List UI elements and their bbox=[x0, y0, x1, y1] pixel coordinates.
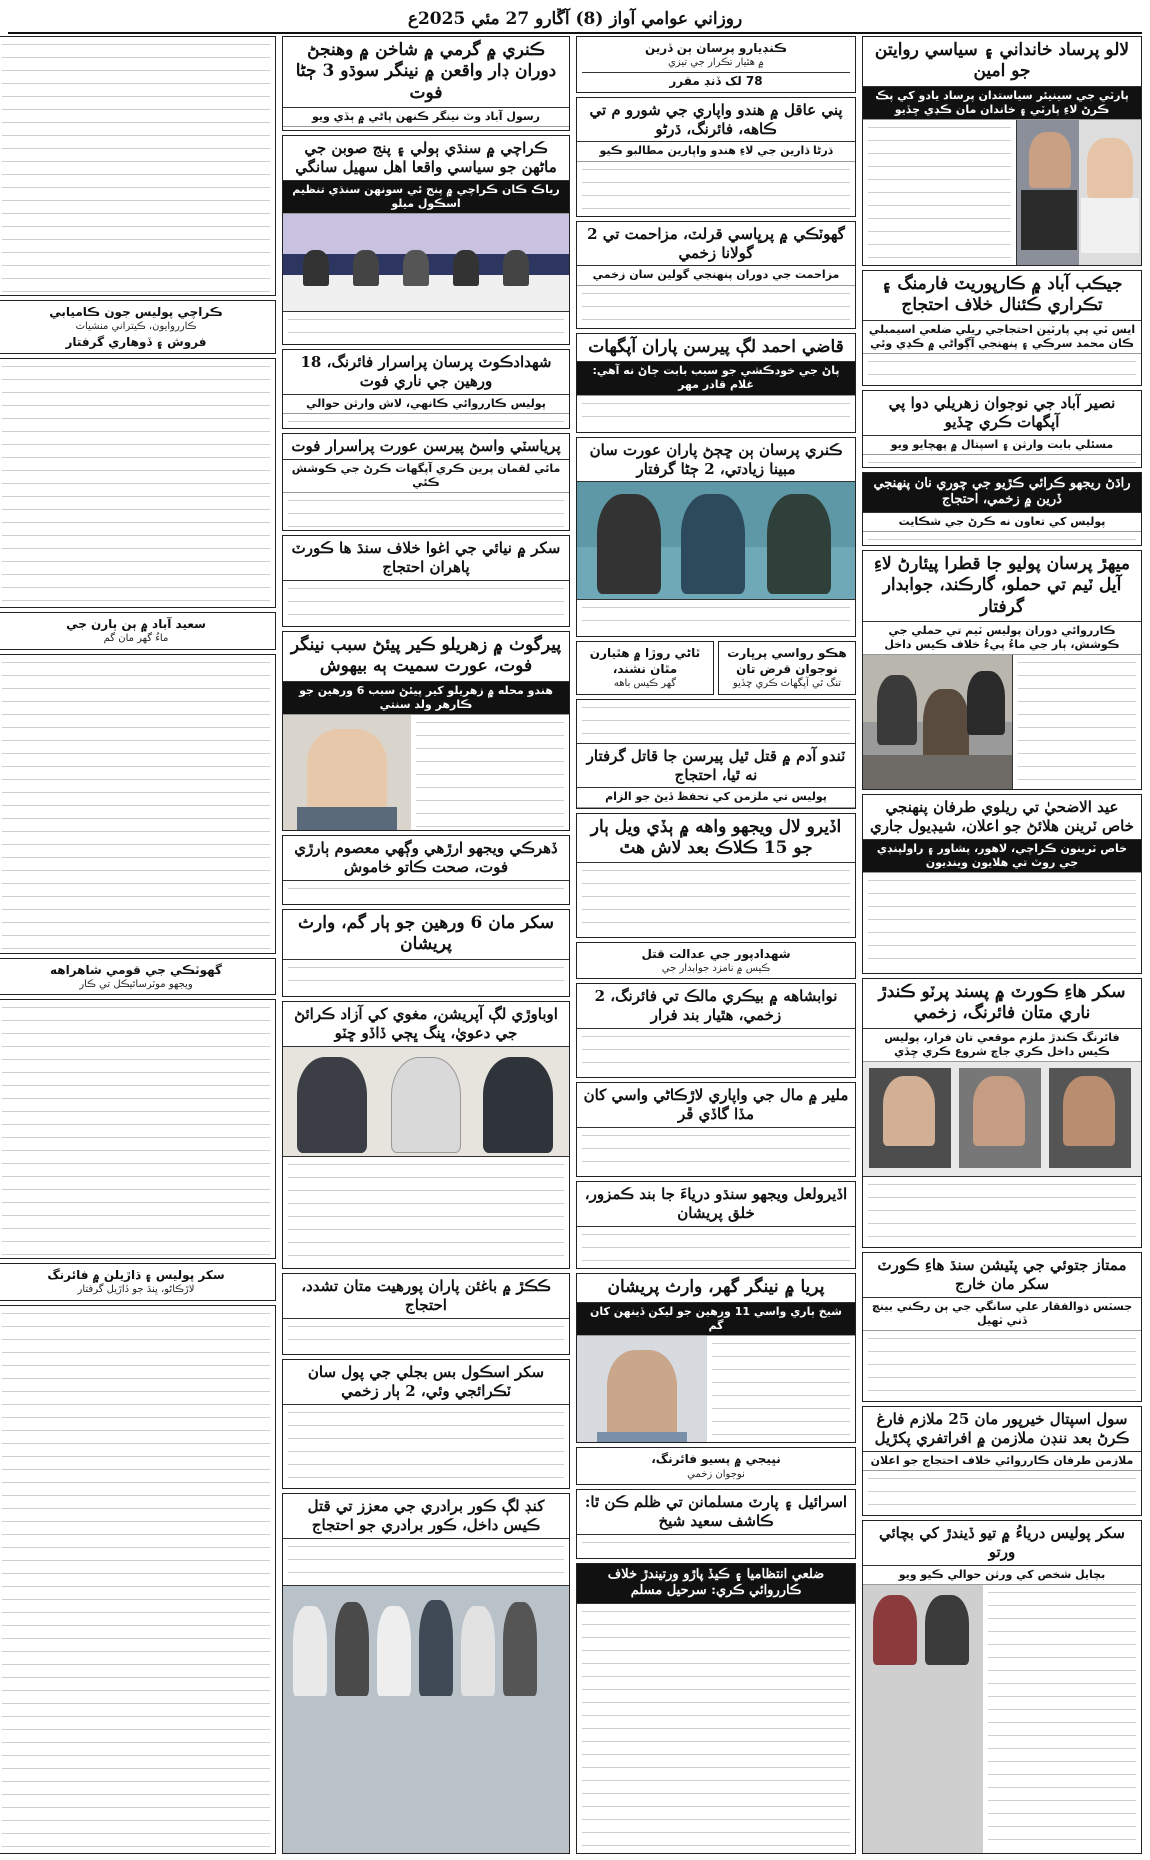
story-sukkur-missing-child bbox=[282, 909, 570, 997]
photo-arrested bbox=[577, 482, 855, 600]
photo-rescue bbox=[863, 1585, 983, 1853]
story-body bbox=[577, 396, 855, 432]
story-qazi-ahmed bbox=[576, 333, 856, 433]
story-body bbox=[863, 532, 1141, 545]
photo-missing-boy bbox=[577, 1336, 707, 1442]
brief-title: سکر پوليس ۽ ڌاڙيلن ۾ فائرنگ bbox=[47, 1268, 225, 1283]
story-body bbox=[863, 873, 1141, 973]
story-body bbox=[0, 655, 275, 953]
brief-title: نڀيجي ۾ پسيو فائرنگ، bbox=[651, 1452, 781, 1467]
subheadline: ڪارروائي دوران پوليس ٽيم تي حملي جي ڪوشش، ٻار جي ماءُ پيءُ خلاف ڪيس داخل bbox=[863, 622, 1141, 656]
story-body bbox=[863, 354, 1141, 385]
masthead bbox=[8, 6, 1142, 34]
headline: پني عاقل ۾ هندو واپاري جي شورو م تي ڪاهه، فائرنگ، ڌرڻو bbox=[577, 98, 855, 143]
subheadline: ڌرڻا ڌارين جي لاءِ هندو واپارين مطالبو ڪيو bbox=[577, 142, 855, 161]
story-jacobabad-protest bbox=[862, 270, 1142, 386]
subheadline: رياڪ ڪان ڪراچي ۾ پنج ئي سونهن سنڌي تنظيم اسڪول ميلو bbox=[283, 181, 569, 215]
story-col4-top bbox=[0, 36, 276, 296]
headline: قاضي احمد لڳ پيرسن پاران آپگهات bbox=[577, 334, 855, 362]
subheadline: مسئلي بابت وارثن ۽ اسپتال ۾ پهچايو ويو bbox=[863, 436, 1141, 455]
headline: اڏيرولعل ويجهو سنڌو درياءَ جا بند ڪمزور، خلق پريشان bbox=[577, 1182, 855, 1227]
story-sukkur-river-rescue bbox=[862, 1520, 1142, 1854]
brief-title: سعيد آباد ۾ ٻن ٻارن جي bbox=[66, 616, 206, 631]
story-col4-end bbox=[0, 1305, 276, 1854]
story-body bbox=[863, 1331, 1141, 1401]
column-4 bbox=[0, 36, 276, 1854]
headline: سکر اسڪول بس بجلي جي پول سان ٽڪرائجي وئي، 2 ٻار زخمي bbox=[283, 1360, 569, 1405]
subheadline: بچايل شخص کي ورثن حوالي ڪيو ويو bbox=[863, 1566, 1141, 1585]
story-body bbox=[577, 1535, 855, 1559]
story-body bbox=[863, 120, 1016, 265]
story-body bbox=[577, 600, 855, 636]
story-paryasti-woman bbox=[282, 433, 570, 531]
story-pirgoth-poison bbox=[282, 631, 570, 831]
headline: سکر ۾ نيائي جي اغوا خلاف سنڌ ها ڪورٽ پاهران احتجاج bbox=[283, 536, 569, 581]
story-body bbox=[283, 127, 569, 131]
headline: شهدادڪوٽ پرسان پراسرار فائرنگ، 18 ورهين جي ناري فوت bbox=[283, 350, 569, 395]
story-school-bus bbox=[282, 1359, 570, 1489]
story-body bbox=[577, 1128, 855, 1177]
headline: ڪنري ۾ گرمي ۾ شاخن ۾ وهنجڻ دوران ڊار واقعن ۾ نينگر سوڌو 3 ڄڻا فوت bbox=[283, 37, 569, 108]
story-lalu-prasad bbox=[862, 36, 1142, 266]
story-col4-mid bbox=[0, 358, 276, 608]
brief-title: ٿاڻي روڙا ۾ هٿيارن مٿان نشند، bbox=[589, 645, 701, 677]
story-kunri-arrest bbox=[576, 437, 856, 637]
story-body bbox=[283, 881, 569, 905]
subheadline: پوليس ڪارروائي ڪانهي، لاش وارثن حوالي bbox=[283, 395, 569, 414]
story-body bbox=[577, 1029, 855, 1078]
story-body bbox=[577, 162, 855, 216]
story-body bbox=[863, 455, 1141, 467]
subheadline: ملازمن طرفان ڪارروائي خلاف احتجاج جو اعلان bbox=[863, 1452, 1141, 1471]
headline: ڏهرڪي ويجهو ارڙهي وڳهي معصوم ٻارڙي فوت، صحت ڪاتو خاموش bbox=[283, 836, 569, 881]
headline: ٽندو آدم ۾ قتل ٿيل پيرسن جا قاتل گرفتار نه ٿيا، احتجاج bbox=[577, 743, 855, 789]
brief-saeedabad bbox=[0, 612, 276, 650]
brief-shahdadpur bbox=[576, 942, 856, 980]
story-khairpur-hospital bbox=[862, 1406, 1142, 1516]
subheadline: پاڻ جي خودڪشي جو سبب بابت ڄاڻ نه آهي: غلام قادر مهر bbox=[577, 362, 855, 396]
brief-sub: ڪارروايون، ڪيتراني منشيات bbox=[75, 321, 197, 333]
headline: کنڊ لڳ ڪور برادري جي معزز تي قتل ڪيس داخل، ڪور برادري جو احتجاج bbox=[283, 1494, 569, 1539]
story-kunri-drowning bbox=[282, 36, 570, 131]
headline: اسرائيل ۽ پارٽ مسلمانن تي ظلم ڪن ٿا: ڪاشف سعيد شيخ bbox=[577, 1490, 855, 1535]
brief-title: هڪو رواسي پرڀارت نوجوان قرض تان bbox=[727, 645, 847, 677]
brief-title: ڪراچي پوليس جون ڪاميابي bbox=[49, 305, 223, 319]
headline: اڏيرو لال ويجهو واهه ۾ ٻڏي ويل ٻار جو 15 ڪلاڪ بعد لاش هٿ bbox=[577, 814, 855, 864]
subheadline: ايس ٽي پي پارٽين احتجاجي ريلي ضلعي اسيمبلي ڪان محمد سرڪي ۽ پنهنجي آڳواڻي ۾ ڪڍي وئي bbox=[863, 321, 1141, 355]
headline: سول اسپتال خيرپور مان 25 ملازم فارغ ڪرڻ بعد ننڊن ملازمن ۾ افراتفري پکڙيل bbox=[863, 1407, 1141, 1452]
headline: جيڪب آباد ۾ ڪارپوريٽ فارمنگ ۽ تڪراري ڪئنال خلاف احتجاج bbox=[863, 271, 1141, 321]
subheadline: رسول آباد وٽ نينگر ڪنهن پاڻي ۾ ٻڏي ويو bbox=[283, 108, 569, 127]
story-body bbox=[707, 1336, 855, 1442]
story-nasirabad bbox=[862, 390, 1142, 468]
brief-sub: گهر ڪيس باهه bbox=[613, 678, 677, 690]
headline: پيرگوٺ ۾ زهريلو ڪير پيئڻ سبب نينگر فوت، عورت سميت ٻه بيهوش bbox=[283, 632, 569, 682]
story-body bbox=[0, 37, 275, 295]
story-body bbox=[983, 1585, 1141, 1853]
brief-sub: ويجهو موٽرسائيڪل تي ڪار bbox=[79, 978, 193, 990]
column-2 bbox=[576, 36, 856, 1854]
headline: گهوٽڪي ۾ پرڀاسي قرلٽ، مزاحمت تي 2 گولانا زخمي bbox=[577, 222, 855, 267]
story-obaro-operation bbox=[282, 1001, 570, 1269]
story-daharki-child bbox=[282, 835, 570, 905]
subheadline: جسٽس ذوالفقار علي سانگي جي ٻن رڪني بينچ ڏني ٺهيل bbox=[863, 1298, 1141, 1332]
photo-polio-team bbox=[863, 655, 1013, 789]
brief-sub: ۾ هٿيار تڪرار جي تيزي bbox=[667, 57, 764, 69]
story-pano-aqil bbox=[576, 97, 856, 217]
story-body bbox=[283, 414, 569, 428]
headline: پرياسٽي واسڻ پيرسن عورت پراسرار فوت bbox=[283, 434, 569, 460]
brief-kandiaro bbox=[576, 36, 856, 93]
photo-victims bbox=[863, 1062, 1141, 1177]
photo-child bbox=[283, 715, 411, 830]
photo-lalu bbox=[1016, 120, 1141, 265]
brief-sub: ماءُ گهر مان گم bbox=[103, 633, 169, 645]
story-nawabshah-bakery bbox=[576, 983, 856, 1078]
story-sukkur-court-firing bbox=[862, 978, 1142, 1248]
story-body bbox=[283, 1539, 569, 1585]
story-body bbox=[283, 1405, 569, 1489]
brief-title: گهوٽڪي جي قومي شاهراهه bbox=[49, 962, 223, 977]
story-body bbox=[577, 863, 855, 937]
headline: ملير ۾ مال جي واپاري لاڙڪاڻي واسي کان مڏا گاڏي ڦر bbox=[577, 1083, 855, 1128]
story-body bbox=[577, 1227, 855, 1269]
story-body bbox=[577, 1604, 855, 1853]
brief-sub: ڪيس ۾ نامزد جوابدار جي bbox=[661, 962, 771, 974]
headline: راڌڻ ريجهو ڪرائي ڪڙيو جي چوري نان پنهنجي ڏرين ۾ زخمي، احتجاج bbox=[863, 473, 1141, 513]
story-body bbox=[0, 1000, 275, 1258]
story-body bbox=[283, 581, 569, 627]
story-shahdadkot-firing bbox=[282, 349, 570, 429]
headline: ڪنري پرسان ٻن ڇڄڻ پاران عورت سان مبينا زيادتي، 2 ڄڻا گرفتار bbox=[577, 438, 855, 483]
story-district-admin bbox=[576, 1563, 856, 1854]
subheadline: خاص ٽرينون ڪراچي، لاهور، پشاور ۽ راولپنڊي جي روٽ تي هلايون وينديون bbox=[863, 840, 1141, 874]
column-3 bbox=[282, 36, 570, 1854]
headline: نوابشاهه ۾ بيڪري مالڪ تي فائرنگ، 2 زخمي، هٿيار بند فرار bbox=[577, 984, 855, 1029]
story-body bbox=[283, 493, 569, 530]
story-ghotki-robbery bbox=[576, 221, 856, 329]
photo-protest bbox=[283, 1585, 569, 1854]
brief-sub: تنگ ٿي آپگهات ڪري ڇڏيو bbox=[732, 678, 842, 690]
story-body bbox=[283, 960, 569, 997]
brief-thano-rora bbox=[576, 641, 714, 695]
brief-title: شهدادپور جي عدالت قتل bbox=[641, 946, 791, 961]
story-radhan bbox=[862, 472, 1142, 546]
story-mumtaz-jatoi bbox=[862, 1252, 1142, 1402]
brief-sub: نوجوان زخمي bbox=[687, 1468, 745, 1480]
headline: نصير آباد جي نوجوان زهريلي دوا پي آپگهات ڪري ڇڏيو bbox=[863, 391, 1141, 436]
story-body bbox=[863, 1177, 1141, 1247]
story-body bbox=[283, 1319, 569, 1355]
columns bbox=[8, 36, 1142, 1854]
photo-operation bbox=[283, 1047, 569, 1157]
subheadline: پارٽي جي سينيئر سياستدان پرساد يادو کي پڪ ڪرڻ لاءِ پارٽي ۽ خاندان مان ڪڍي ڇڏيو bbox=[863, 87, 1141, 121]
brief-ghotki-highway bbox=[0, 958, 276, 996]
story-col4-lower bbox=[0, 654, 276, 954]
brief-hakro bbox=[718, 641, 856, 695]
subheadline: مزاحمت جي دوران پنهنجي گولين سان زخمي bbox=[577, 266, 855, 285]
subheadline: شيخ ٻاري واسي 11 ورهين جو ليکن ڏينهن کان گم bbox=[577, 1303, 855, 1337]
story-malir-trader bbox=[576, 1082, 856, 1177]
story-kor-protest bbox=[282, 1493, 570, 1854]
subheadline: مائي لقمان پرين ڪري آپگهات ڪرڻ جي ڪوشش ڪئي bbox=[283, 460, 569, 494]
brief-title-2: فروش ۽ ڏوهاري گرفتار bbox=[65, 334, 207, 349]
story-kashif-saeed bbox=[576, 1489, 856, 1559]
headline: ممتاز جتوئي جي پٽيشن سنڌ هاءِ ڪورٽ سکر مان خارج bbox=[863, 1253, 1141, 1298]
column-1 bbox=[862, 36, 1142, 1854]
story-sukkur-kidnap-protest bbox=[282, 535, 570, 627]
headline: ڪڪڙ ۾ باغئن پاران پورهيت متان تشدد، احتجاج bbox=[283, 1274, 569, 1319]
headline: پريا ۾ نينگر گهر، وارث پريشان bbox=[577, 1274, 855, 1302]
story-body bbox=[283, 312, 569, 344]
headline: اوباوڙي لڳ آپريشن، مغوي کي آزاد ڪرائڻ جي دعويٰ، ڀنگ ڀڄي ڏاڏو ڇٽو bbox=[283, 1002, 569, 1047]
story-body bbox=[283, 1157, 569, 1269]
headline: ڪراچي ۾ سنڌي ٻولي ۽ پنج صوبن جي ماڻهن جو سياسي واقعا اهل سهيل سانگي bbox=[283, 136, 569, 181]
story-body bbox=[577, 286, 855, 328]
subheadline: پوليس تي ملزمن کي تحفظ ڏيڻ جو الزام bbox=[577, 788, 855, 807]
story-mehar-polio bbox=[862, 550, 1142, 790]
brief-fine: 78 لک ڏنڊ مقرر bbox=[582, 72, 850, 89]
brief-sukkur-encounter bbox=[0, 1263, 276, 1301]
story-body bbox=[577, 700, 855, 743]
headline: سکر هاءِ ڪورٽ ۾ پسند پرٽو ڪندڙ ناري متان فائرنگ، زخمي bbox=[863, 979, 1141, 1029]
story-karachi-sindhi bbox=[282, 135, 570, 345]
headline: سکر مان 6 ورهين جو ٻار گم، وارث پريشان bbox=[283, 910, 569, 960]
story-kakar-labour bbox=[282, 1273, 570, 1355]
headline: سکر پوليس درياءُ ۾ تيو ڏيندڙ کي بچائي ورتو bbox=[863, 1521, 1141, 1566]
story-body bbox=[0, 1306, 275, 1853]
story-body bbox=[0, 359, 275, 607]
story-body bbox=[863, 1471, 1141, 1515]
story-col4-bottom bbox=[0, 999, 276, 1259]
story-missing-boy bbox=[576, 1273, 856, 1443]
subheadline: پوليس کي تعاون نه ڪرڻ جي شڪايت bbox=[863, 513, 1141, 532]
brief-karachi-police bbox=[0, 300, 276, 354]
photo-conference bbox=[283, 214, 569, 312]
story-body bbox=[1013, 655, 1141, 789]
story-aderolal-drowning bbox=[576, 813, 856, 938]
masthead-title: روزاني عوامي آواز (8) آڱارو 27 مئي 2025ع bbox=[407, 9, 743, 29]
brief-sub: لاڙڪاڻو، ڀنڌ جو ڏاڙيل گرفتار bbox=[77, 1284, 195, 1296]
brief-firing bbox=[576, 1447, 856, 1485]
headline: لالو پرساد خانداني ۽ سياسي روايتن جو امين bbox=[863, 37, 1141, 87]
story-eid-trains bbox=[862, 794, 1142, 974]
headline: ضلعي انتظاميا ۽ ڪيڏ پاڙو ورتيندڙ خلاف ڪارروائي ڪري: سرحيل مسلم bbox=[577, 1564, 855, 1604]
brief-title: ڪنڊيارو پرسان ٻن ڏرين bbox=[644, 41, 787, 55]
headline: ميهڙ پرسان پوليو جا قطرا پيئارڻ لاءِ آيل ٽيم تي حملو، گارڪند، جوابدار گرفتار bbox=[863, 551, 1141, 622]
story-body bbox=[411, 715, 569, 830]
subheadline: فائرنگ ڪندڙ ملزم موقعي تان فرار، پوليس ڪيس داخل ڪري جاچ شروع ڪري ڇڏي bbox=[863, 1029, 1141, 1063]
story-indus-embankments bbox=[576, 1181, 856, 1269]
subheadline: هندو محله ۾ زهريلو کير پيئڻ سبب 6 ورهين جو ڪارهر ولد سنتي bbox=[283, 682, 569, 716]
story-tando-adam bbox=[576, 699, 856, 809]
headline: عيد الاضحيٰ تي ريلوي طرفان پنهنجي خاص ٽرينن هلائڻ جو اعلان، شيڊيول جاري bbox=[863, 795, 1141, 840]
